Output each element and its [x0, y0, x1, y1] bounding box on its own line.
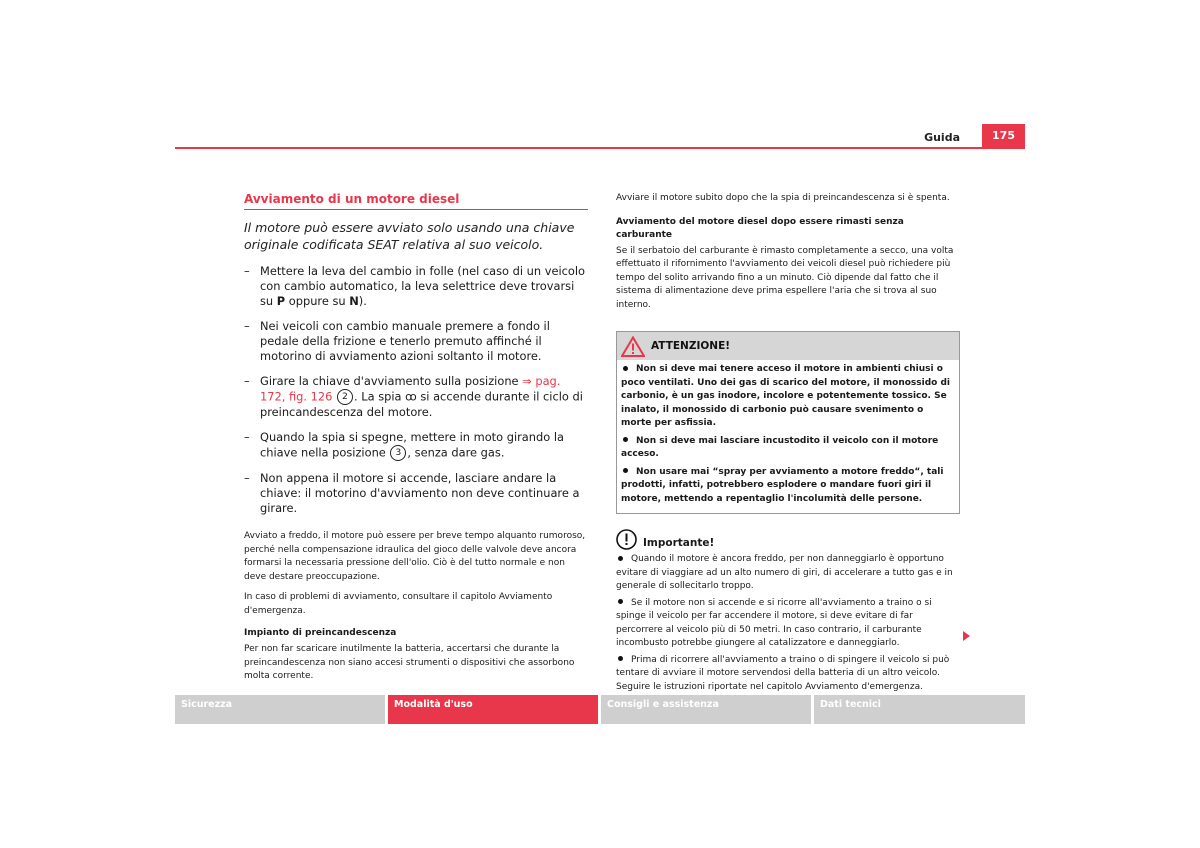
- exclamation-circle-icon: [616, 529, 637, 550]
- subheading: Avviamento del motore diesel dopo essere rimasti senza carburante: [616, 216, 904, 240]
- body-paragraph: Avviare il motore subito dopo che la spia di preincandescenza si è spenta.: [616, 193, 950, 203]
- position-3-marker: 3: [390, 445, 406, 461]
- lead-paragraph: Il motore può essere avviato solo usando una chiave originale codificata SEAT relativa al suo veicolo.: [244, 220, 575, 252]
- tab-modalita-duso[interactable]: Modalità d'uso: [388, 695, 598, 724]
- left-column: [244, 192, 588, 684]
- warning-item: Non usare mai “spray per avviamento a motore freddo“, tali prodotti, infatti, potrebbero esplodere o mandare fuori giri il motore, mettendo a repentaglio l'incolumità delle persone.: [621, 466, 944, 504]
- warning-body: [617, 360, 959, 513]
- position-2-marker: 2: [337, 389, 353, 405]
- important-item: Prima di ricorrere all'avviamento a traino o di spingere il veicolo si può tentare di avviare il motore servendosi della batteria di un altro veicolo. Seguire le istruzioni riportate nel capitolo Avviamento d'emergenza.: [616, 654, 950, 692]
- body-paragraph: In caso di problemi di avviamento, consultare il capitolo Avviamento d'emergenza.: [244, 592, 553, 616]
- body-paragraph: Avviato a freddo, il motore può essere per breve tempo alquanto rumoroso, perché nella compensazione idraulica del gioco delle valvole deve ancora formarsi la necessaria pressione dell'olio. Ciò è del tutto normale e non deve destare preoccupazione.: [244, 531, 586, 582]
- step-list: [244, 264, 588, 516]
- tab-sicurezza[interactable]: Sicurezza: [175, 695, 385, 724]
- section-title: Avviamento di un motore diesel: [244, 192, 588, 210]
- glow-plug-icon: ꝏ: [405, 389, 417, 404]
- body-paragraph: Per non far scaricare inutilmente la batteria, accertarsi che durante la preincandescenza non siano accesi strumenti o dispositivi che assorbono molta corrente.: [244, 644, 575, 681]
- right-column: [616, 192, 960, 694]
- step-item: – Mettere la leva del cambio in folle (nel caso di un veicolo con cambio automatico, la leva selettrice deve trovarsi su P oppure su N).: [244, 264, 585, 308]
- important-header: [616, 529, 960, 550]
- warning-item: Non si deve mai lasciare incustodito il veicolo con il motore acceso.: [621, 435, 939, 459]
- continue-arrow-icon: [963, 631, 970, 641]
- page-reference-link[interactable]: ⇒ pag. 172, fig. 126: [260, 374, 561, 404]
- tab-consigli-e-assistenza[interactable]: Consigli e assistenza: [601, 695, 811, 724]
- warning-header: [617, 332, 959, 360]
- subheading: Impianto di preincandescenza: [244, 628, 397, 638]
- page-number: 175: [982, 124, 1025, 148]
- tab-dati-tecnici[interactable]: Dati tecnici: [814, 695, 1025, 724]
- step-item: – Girare la chiave d'avviamento sulla posizione ⇒ pag. 172, fig. 126 2 . La spia ꝏ si accende durante il ciclo di preincandescenza del motore.: [244, 374, 583, 419]
- warning-item: Non si deve mai tenere acceso il motore in ambienti chiusi o poco ventilati. Uno dei gas di scarico del motore, il monossido di carbonio, è un gas inodore, incolore e potentemente tossico. Se inalato, il monossido di carbonio può causare svenimento o morte per asfissia.: [621, 364, 950, 428]
- warning-title: ATTENZIONE!: [651, 340, 731, 352]
- step-item: – Nei veicoli con cambio manuale premere a fondo il pedale della frizione e tenerlo premuto affinché il motorino di avviamento azioni soltanto il motore.: [244, 319, 550, 363]
- important-item: Quando il motore è ancora freddo, per non danneggiarlo è opportuno evitare di viaggiare ad un alto numero di giri, di accelerare a tutto gas e in generale di sollecitarlo troppo.: [616, 554, 953, 591]
- step-item: – Quando la spia si spegne, mettere in moto girando la chiave nella posizione 3 , senza dare gas.: [244, 430, 564, 460]
- step-item: – Non appena il motore si accende, lasciare andare la chiave: il motorino d'avviamento non deve continuare a girare.: [244, 471, 580, 515]
- warning-box: [616, 331, 960, 514]
- warning-triangle-icon: [621, 336, 645, 357]
- important-item: Se il motore non si accende e si ricorre all'avviamento a traino o si spinge il veicolo per far accendere il motore, si deve evitare di far percorrere al veicolo più di 50 metri. In caso contrario, il carburante incombusto potrebbe giungere al catalizzatore e danneggiarlo.: [616, 597, 932, 648]
- important-title: Importante!: [643, 537, 715, 549]
- header-section-title: Guida: [924, 131, 960, 144]
- body-paragraph: Se il serbatoio del carburante è rimasto completamente a secco, una volta effettuato il rifornimento l'avviamento dei veicoli diesel può richiedere più tempo del solito arrivando fino a un minuto. Ciò dipende dal fatto che il sistema di alimentazione deve prima espellere l'aria che si trova al suo interno.: [616, 245, 954, 310]
- header-rule: [175, 147, 1025, 149]
